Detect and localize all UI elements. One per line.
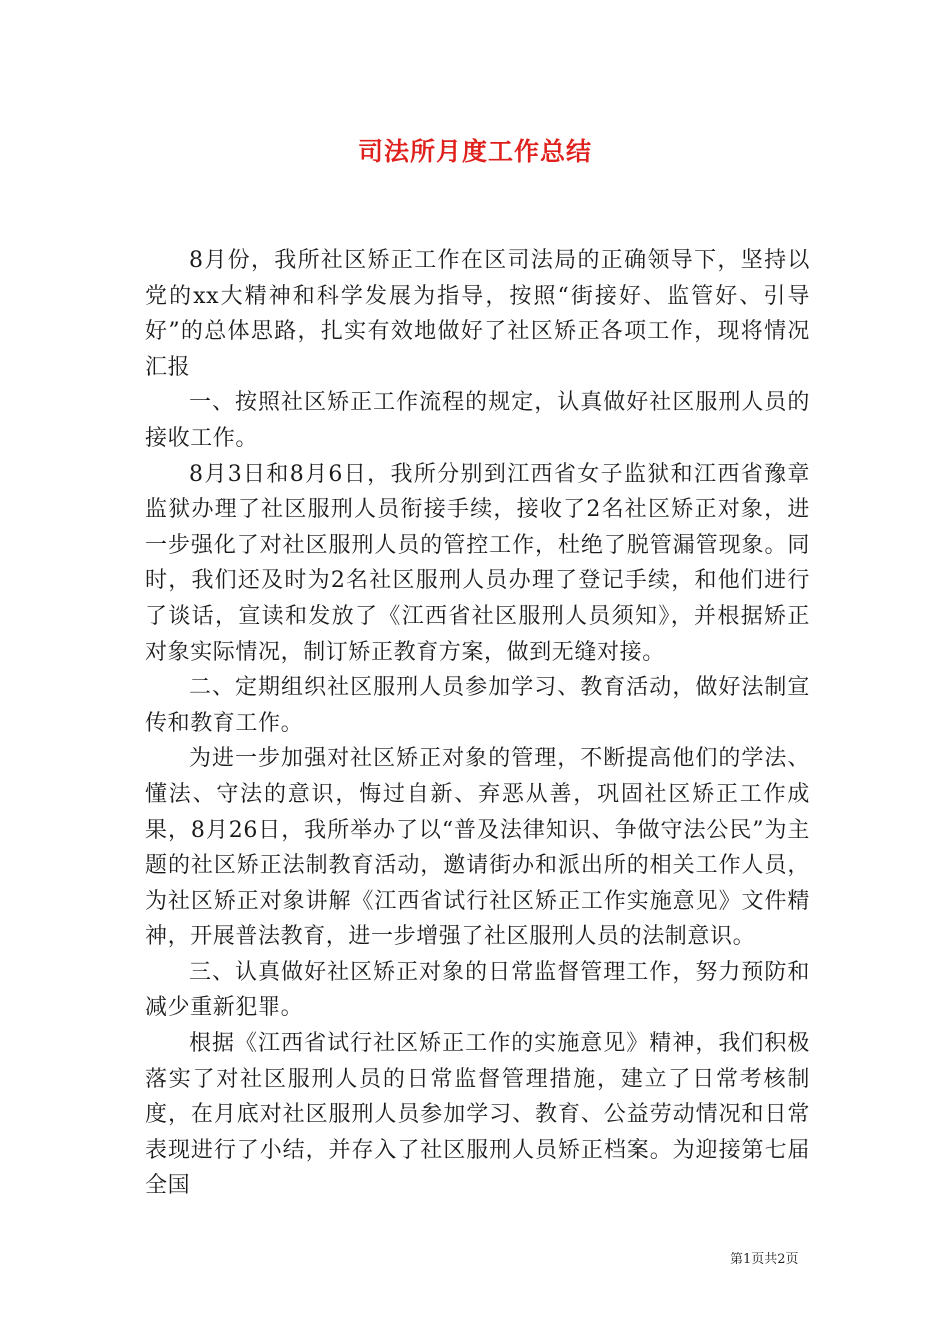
document-body (145, 243, 810, 1204)
section-heading-3: 三、认真做好社区矫正对象的日常监督管理工作，努力预防和减少重新犯罪。 (145, 959, 810, 1021)
section-heading-2: 二、定期组织社区服刑人员参加学习、教育活动，做好法制宣传和教育工作。 (145, 675, 810, 736)
paragraph-intro: 8月份，我所社区矫正工作在区司法局的正确领导下，坚持以党的xx大精神和科学发展为指导，按照“街接好、监管好、引导好”的总体思路，扎实有效地做好了社区矫正各项工作，现将情况汇报 (145, 248, 810, 380)
page-number: 第1页共2页 (730, 1252, 799, 1267)
document-title: 司法所月度工作总结 (357, 137, 592, 166)
section-heading-1: 一、按照社区矫正工作流程的规定，认真做好社区服刑人员的接收工作。 (145, 390, 810, 451)
paragraph-section-1: 8月3日和8月6日，我所分别到江西省女子监狱和江西省豫章监狱办理了社区服刑人员衔接手续，接收了2名社区矫正对象，进一步强化了对社区服刑人员的管控工作，杜绝了脱管漏管现象。同时，我们还及时为2名社区服刑人员办理了登记手续，和他们进行了谈话，宣读和发放了《江西省社区服刑人员须知》，并根据矫正对象实际情况，制订矫正教育方案，做到无缝对接。 (145, 461, 810, 665)
paragraph-section-3: 根据《江西省试行社区矫正工作的实施意见》精神，我们积极落实了对社区服刑人员的日常监督管理措施，建立了日常考核制度，在月底对社区服刑人员参加学习、教育、公益劳动情况和日常表现进行了小结，并存入了社区服刑人员矫正档案。为迎接第七届全国 (145, 1031, 810, 1199)
paragraph-section-2: 为进一步加强对社区矫正对象的管理，不断提高他们的学法、懂法、守法的意识，悔过自新、弃恶从善，巩固社区矫正工作成果，8月26日，我所举办了以“普及法律知识、争做守法公民”为主题的社区矫正法制教育活动，邀请街办和派出所的相关工作人员，为社区矫正对象讲解《江西省试行社区矫正工作实施意见》文件精神，开展普法教育，进一步增强了社区服刑人员的法制意识。 (145, 746, 810, 950)
